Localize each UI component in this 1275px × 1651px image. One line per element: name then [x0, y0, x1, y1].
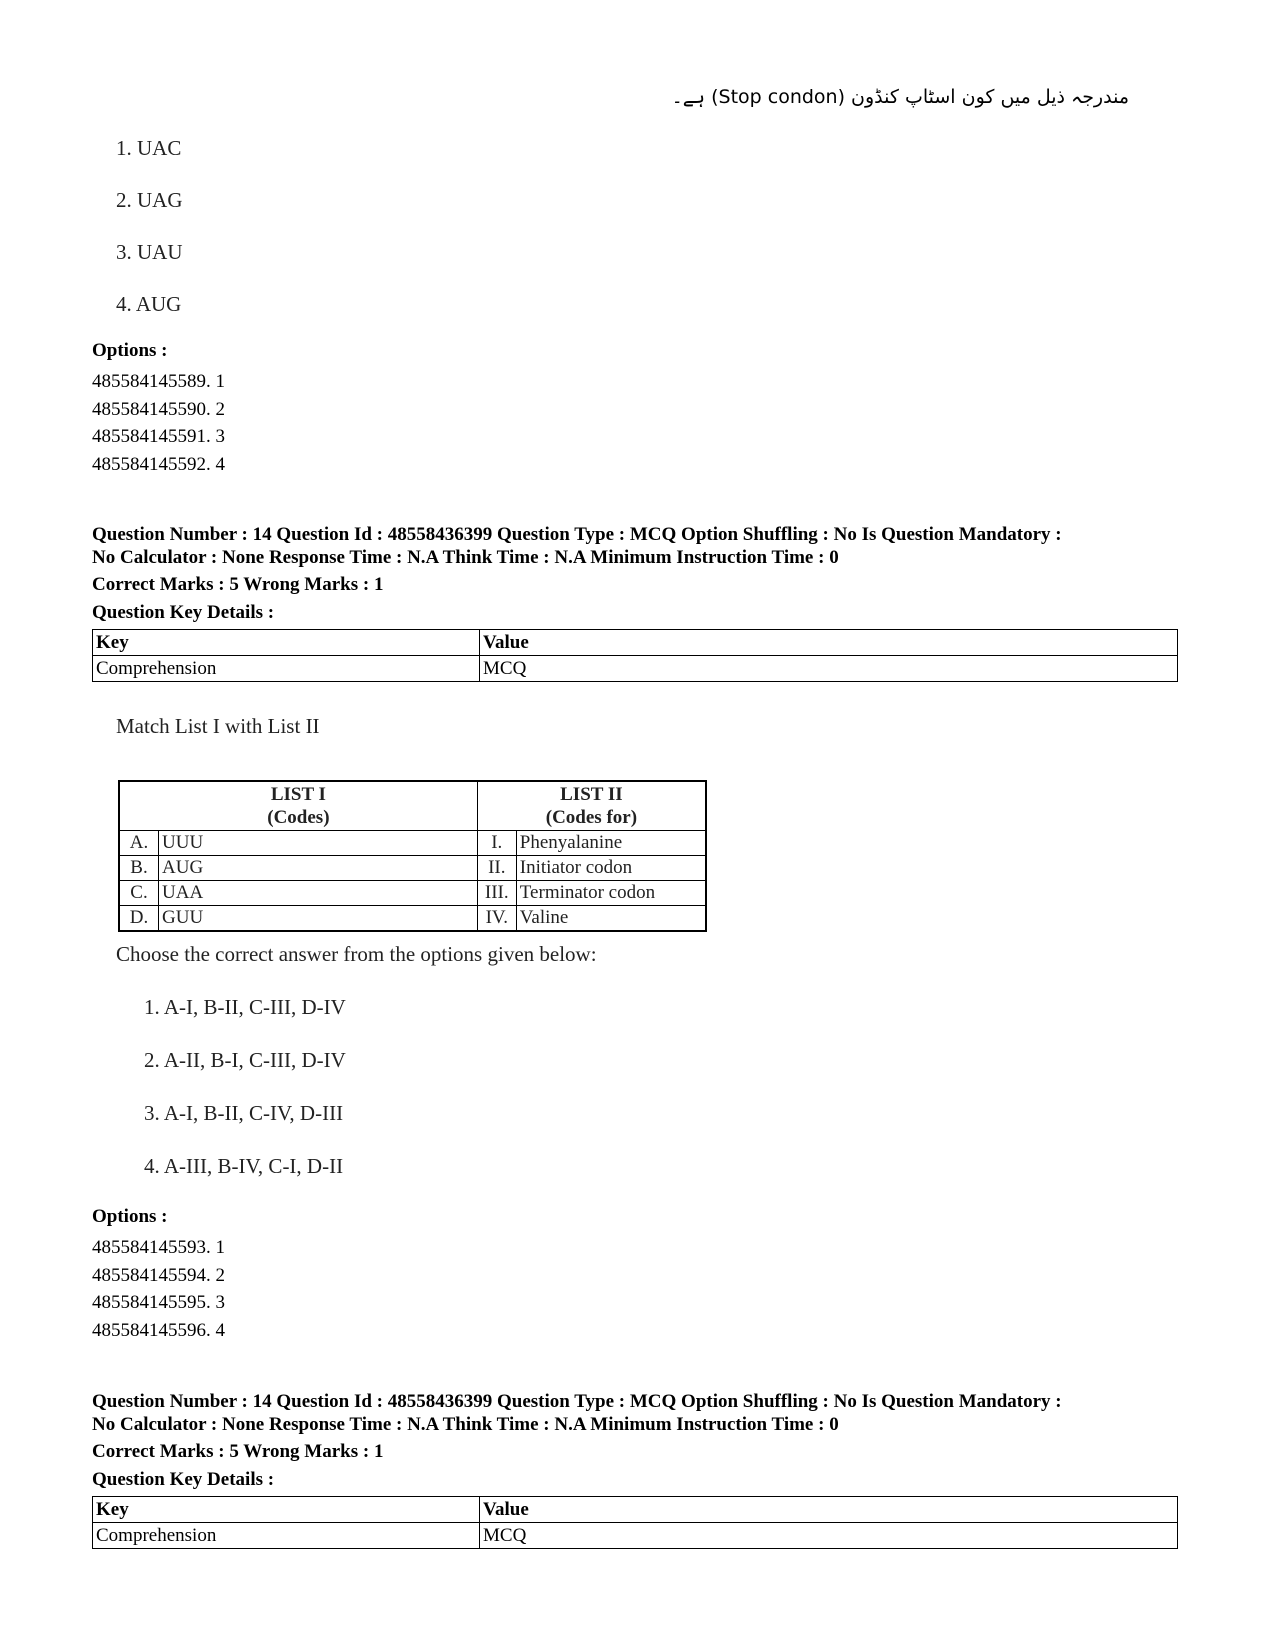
key-header: Key: [93, 630, 480, 656]
table-row: [93, 1523, 1178, 1549]
key-cell: Comprehension: [93, 656, 480, 682]
key-details-table: [92, 629, 1178, 682]
question-choice-2: 2. A-II, B-I, C-III, D-IV: [144, 1048, 346, 1072]
list1-code: UUU: [159, 831, 478, 856]
table-row: [119, 906, 706, 932]
list2-numeral: III.: [477, 881, 516, 906]
key-details-label: Question Key Details :: [92, 1469, 275, 1490]
table-row: [119, 831, 706, 856]
question-meta: [92, 1390, 1192, 1436]
list1-subtitle: (Codes): [267, 807, 330, 828]
table-row: [119, 781, 706, 831]
option-id: 485584145596. 4: [92, 1319, 225, 1341]
list2-meaning: Initiator codon: [516, 856, 706, 881]
urdu-question-text: مندرجہ ذیل میں کون اسٹاپ کنڈون (Stop condon) ہے۔: [671, 86, 1129, 108]
option-id: 485584145590. 2: [92, 398, 225, 420]
list1-title: LIST I: [270, 784, 326, 805]
options-label: Options :: [92, 1206, 168, 1227]
question-meta-line-2: No Calculator : None Response Time : N.A Think Time : N.A Minimum Instruction Time : 0: [92, 547, 839, 568]
question-meta-line-1: Question Number : 14 Question Id : 48558436399 Question Type : MCQ Option Shuffling : No Is Question Mandatory :: [92, 524, 1062, 545]
list2-meaning: Terminator codon: [516, 881, 706, 906]
option-id: 485584145595. 3: [92, 1292, 225, 1313]
list1-letter: A.: [119, 831, 159, 856]
options-list: [92, 1234, 225, 1344]
choose-instruction: Choose the correct answer from the options given below:: [116, 942, 597, 966]
list1-code: UAA: [159, 881, 478, 906]
list1-code: AUG: [159, 856, 478, 881]
question-choice-1: 1. A-I, B-II, C-III, D-IV: [144, 995, 346, 1019]
value-cell: MCQ: [480, 1523, 1178, 1549]
list2-subtitle: (Codes for): [545, 807, 638, 828]
key-cell: Comprehension: [93, 1523, 480, 1549]
value-cell: MCQ: [480, 656, 1178, 682]
list1-letter: D.: [119, 906, 159, 932]
table-row: [93, 1497, 1178, 1523]
value-header: Value: [480, 1497, 1178, 1523]
list2-meaning: Valine: [516, 906, 706, 932]
key-details-table: [92, 1496, 1178, 1549]
list1-header: [119, 781, 477, 831]
key-header: Key: [93, 1497, 480, 1523]
question-choice-4: 4. AUG: [116, 292, 182, 316]
key-details-label: Question Key Details :: [92, 602, 275, 623]
list2-numeral: I.: [477, 831, 516, 856]
option-id: 485584145593. 1: [92, 1237, 225, 1258]
list1-letter: B.: [119, 856, 159, 881]
question-meta: [92, 523, 1192, 569]
table-row: [119, 856, 706, 881]
options-label: Options :: [92, 340, 168, 361]
list2-numeral: II.: [477, 856, 516, 881]
question-choice-2: 2. UAG: [116, 188, 183, 212]
option-id: 485584145589. 1: [92, 371, 225, 392]
marks-line: Correct Marks : 5 Wrong Marks : 1: [92, 574, 384, 595]
table-row: [93, 630, 1178, 656]
option-id: 485584145592. 4: [92, 453, 225, 475]
question-meta-line-2: No Calculator : None Response Time : N.A Think Time : N.A Minimum Instruction Time : 0: [92, 1414, 839, 1435]
question-meta-line-1: Question Number : 14 Question Id : 48558436399 Question Type : MCQ Option Shuffling : No Is Question Mandatory :: [92, 1391, 1062, 1412]
list2-header: [477, 781, 706, 831]
question-choice-3: 3. A-I, B-II, C-IV, D-III: [144, 1101, 344, 1125]
option-id: 485584145594. 2: [92, 1264, 225, 1286]
list2-numeral: IV.: [477, 906, 516, 932]
table-row: [119, 881, 706, 906]
table-row: [93, 656, 1178, 682]
list1-letter: C.: [119, 881, 159, 906]
question-choice-4: 4. A-III, B-IV, C-I, D-II: [144, 1154, 344, 1178]
question-choice-3: 3. UAU: [116, 240, 183, 264]
match-prompt: Match List I with List II: [116, 714, 320, 738]
list1-code: GUU: [159, 906, 478, 932]
marks-line: Correct Marks : 5 Wrong Marks : 1: [92, 1441, 384, 1462]
list2-title: LIST II: [560, 784, 623, 805]
option-id: 485584145591. 3: [92, 426, 225, 447]
match-list-table: [118, 780, 707, 932]
value-header: Value: [480, 630, 1178, 656]
list2-meaning: Phenyalanine: [516, 831, 706, 856]
options-list: [92, 368, 225, 478]
question-choice-1: 1. UAC: [116, 136, 182, 160]
